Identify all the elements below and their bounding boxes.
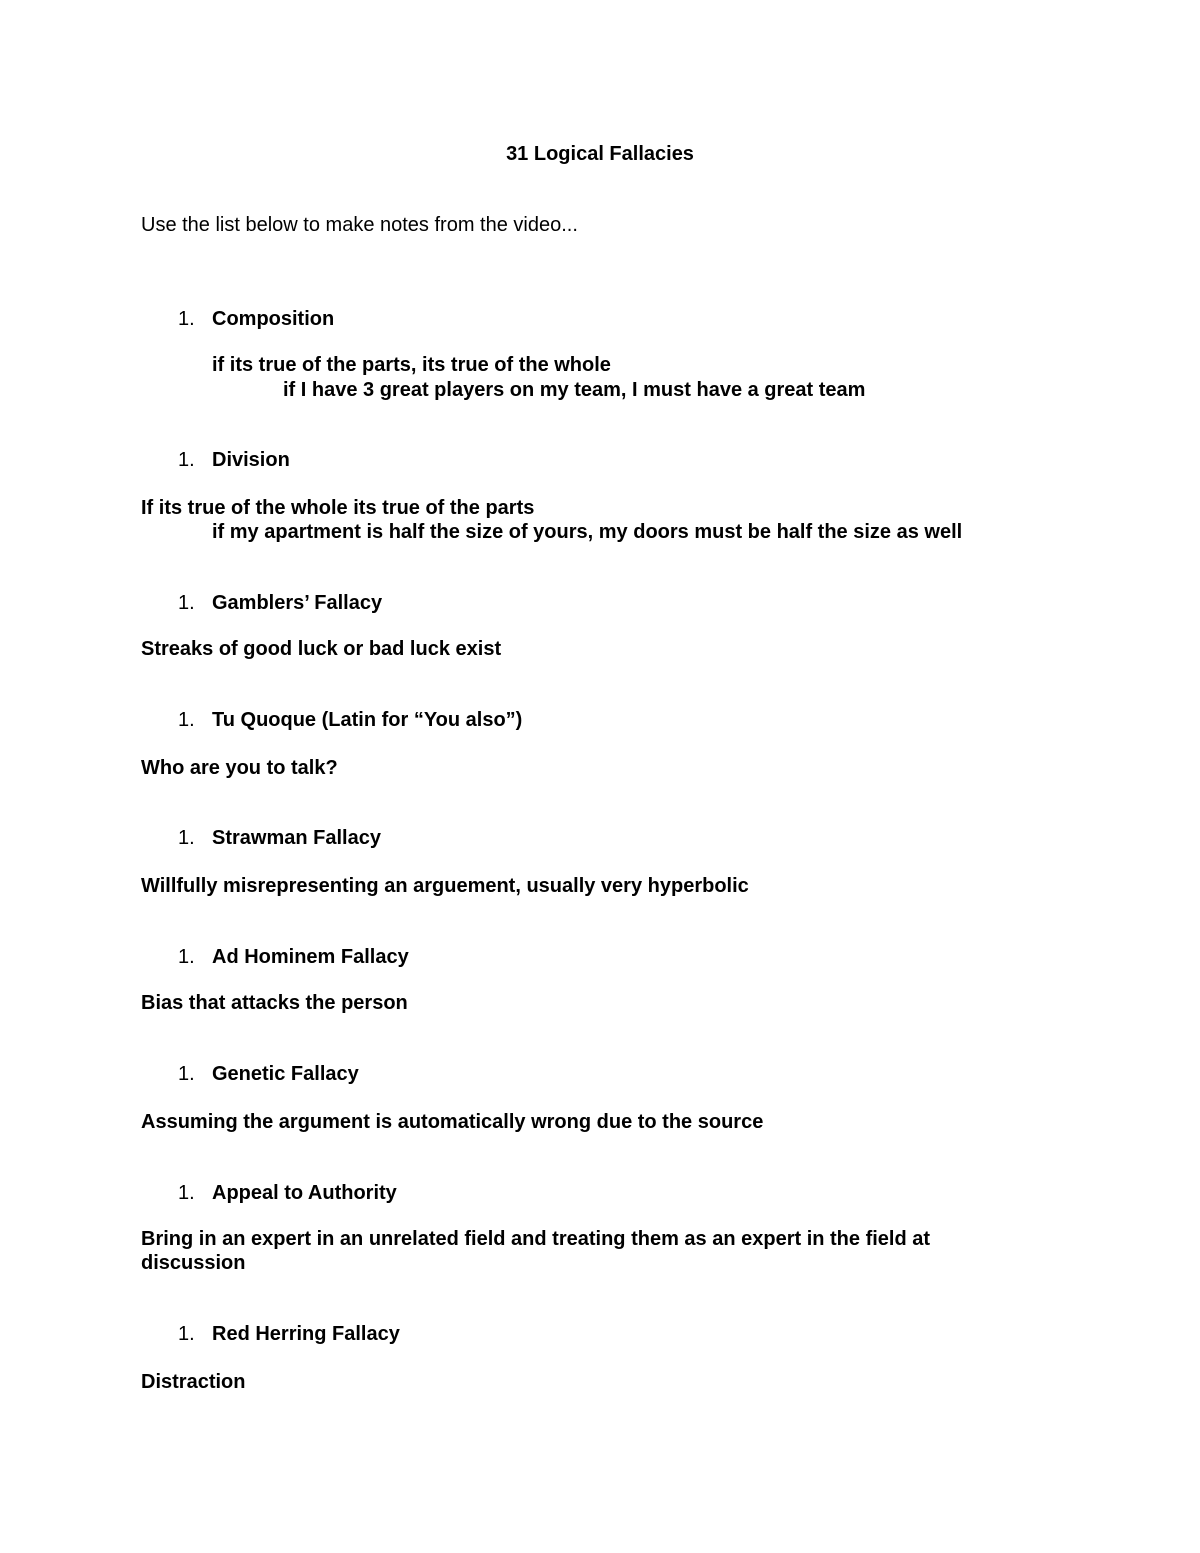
list-note: If its true of the whole its true of the parts [141,497,535,519]
list-number: 1. [178,709,195,731]
list-heading: Strawman Fallacy [212,827,381,849]
list-heading: Division [212,449,290,471]
list-number: 1. [178,449,195,471]
list-number: 1. [178,592,195,614]
list-number: 1. [178,1323,195,1345]
list-number: 1. [178,1182,195,1204]
list-note: Streaks of good luck or bad luck exist [141,638,502,660]
list-number: 1. [178,1063,195,1085]
list-heading: Gamblers’ Fallacy [212,592,383,614]
list-note: Who are you to talk? [141,757,338,779]
list-note: Bias that attacks the person [141,992,408,1014]
list-heading: Tu Quoque (Latin for “You also”) [212,709,523,731]
list-note: if its true of the parts, its true of the whole [212,354,611,376]
list-note: Bring in an expert in an unrelated field and treating them as an expert in the field at [141,1228,931,1250]
list-number: 1. [178,946,195,968]
list-note: if I have 3 great players on my team, I must have a great team [283,379,866,401]
list-note: Distraction [141,1371,246,1393]
intro-text: Use the list below to make notes from the video... [141,214,578,236]
list-note: discussion [141,1252,246,1274]
list-heading: Ad Hominem Fallacy [212,946,409,968]
list-heading: Composition [212,308,335,330]
page-title: 31 Logical Fallacies [506,143,694,165]
list-heading: Appeal to Authority [212,1182,397,1204]
list-heading: Red Herring Fallacy [212,1323,400,1345]
list-heading: Genetic Fallacy [212,1063,359,1085]
list-note: Willfully misrepresenting an arguement, usually very hyperbolic [141,875,749,897]
list-note: Assuming the argument is automatically wrong due to the source [141,1111,764,1133]
list-number: 1. [178,308,195,330]
list-number: 1. [178,827,195,849]
list-note: if my apartment is half the size of yours, my doors must be half the size as well [212,521,963,543]
